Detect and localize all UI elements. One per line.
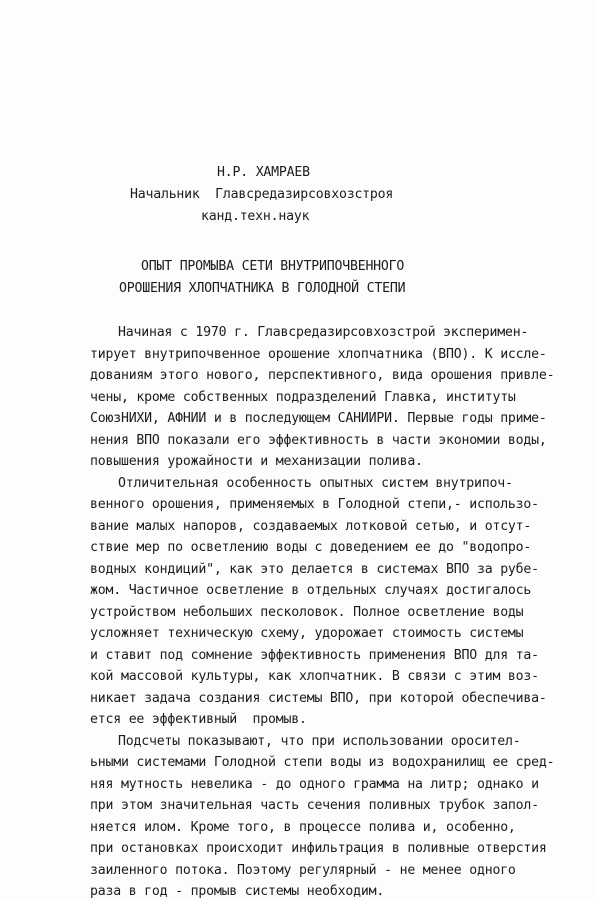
author-degree: канд.техн.наук (201, 209, 310, 224)
author-name: Н.Р. ХАМРАЕВ (217, 165, 310, 180)
text-line: устройством небольших песколовок. Полное осветление воды (90, 604, 524, 620)
text-line: Начиная с 1970 г. Главсредазирсовхозстрой эксперимен- (118, 325, 529, 340)
author-position: Начальник Главсредазирсовхозстроя (130, 187, 394, 202)
text-line: жом. Частичное осветление в отдельных случаях достигалось (90, 583, 532, 598)
text-line: тирует внутрипочвенное орошение хлопчатника (ВПО). К иссле- (90, 346, 547, 362)
text-line: Отличительная особенность опытных систем внутрипоч- (118, 475, 513, 491)
text-line: раза в год - промыв системы необходим. (90, 884, 385, 899)
text-line: водных кондиций", как это делается в системах ВПО за рубе- (90, 561, 539, 577)
text-line: никает задача создания системы ВПО, при которой обеспечива- (90, 690, 547, 706)
text-line: повышения урожайности и механизации полива. (90, 454, 423, 469)
text-line: вание малых напоров, создаваемых лотковой сетью, и отсут- (90, 518, 532, 534)
text-line: усложняет техническую схему, удорожает стоимость системы (90, 626, 524, 641)
text-line: и ставит под сомнение эффективность применения ВПО для та- (90, 647, 539, 663)
text-line: чены, кроме собственных подразделений Главка, институты (90, 389, 516, 405)
text-line: при остановках происходит инфильтрация в поливные отверстия (90, 841, 547, 856)
text-line: Подсчеты показывают, что при использовании оросител- (118, 733, 521, 749)
document-title-line-1: ОПЫТ ПРОМЫВА СЕТИ ВНУТРИПОЧВЕННОГО (141, 259, 405, 274)
text-line: няя мутность невелика - до одного грамма на литр; однако и (90, 776, 539, 792)
text-line: венного орошения, применяемых в Голодной степи,- использо- (90, 497, 539, 512)
text-line: СоюзНИХИ, АФНИИ и в последующем САНИИРИ. Первые годы приме- (90, 411, 547, 426)
text-line: нения ВПО показали его эффективность в части экономии воды, (90, 432, 547, 448)
text-line: дованиям этого нового, перспективного, вида орошения привле- (90, 368, 555, 383)
text-line: ьными системами Голодной степи воды из водохранилищ ее сред- (90, 755, 555, 770)
text-line: при этом значительная часть сечения поливных трубок запол- (90, 798, 539, 813)
document-title-line-2: ОРОШЕНИЯ ХЛОПЧАТНИКА В ГОЛОДНОЙ СТЕПИ (119, 281, 406, 296)
text-line: няется илом. Кроме того, в процессе полива и, особенно, (90, 819, 516, 835)
text-line: ется ее эффективный промыв. (90, 712, 307, 727)
text-line: заиленного потока. Поэтому регулярный - не менее одного (90, 862, 516, 878)
text-line: ствие мер по осветлению воды с доведением ее до "водопро- (90, 540, 532, 555)
text-line: кой массовой культуры, как хлопчатник. В связи с этим воз- (90, 669, 539, 684)
